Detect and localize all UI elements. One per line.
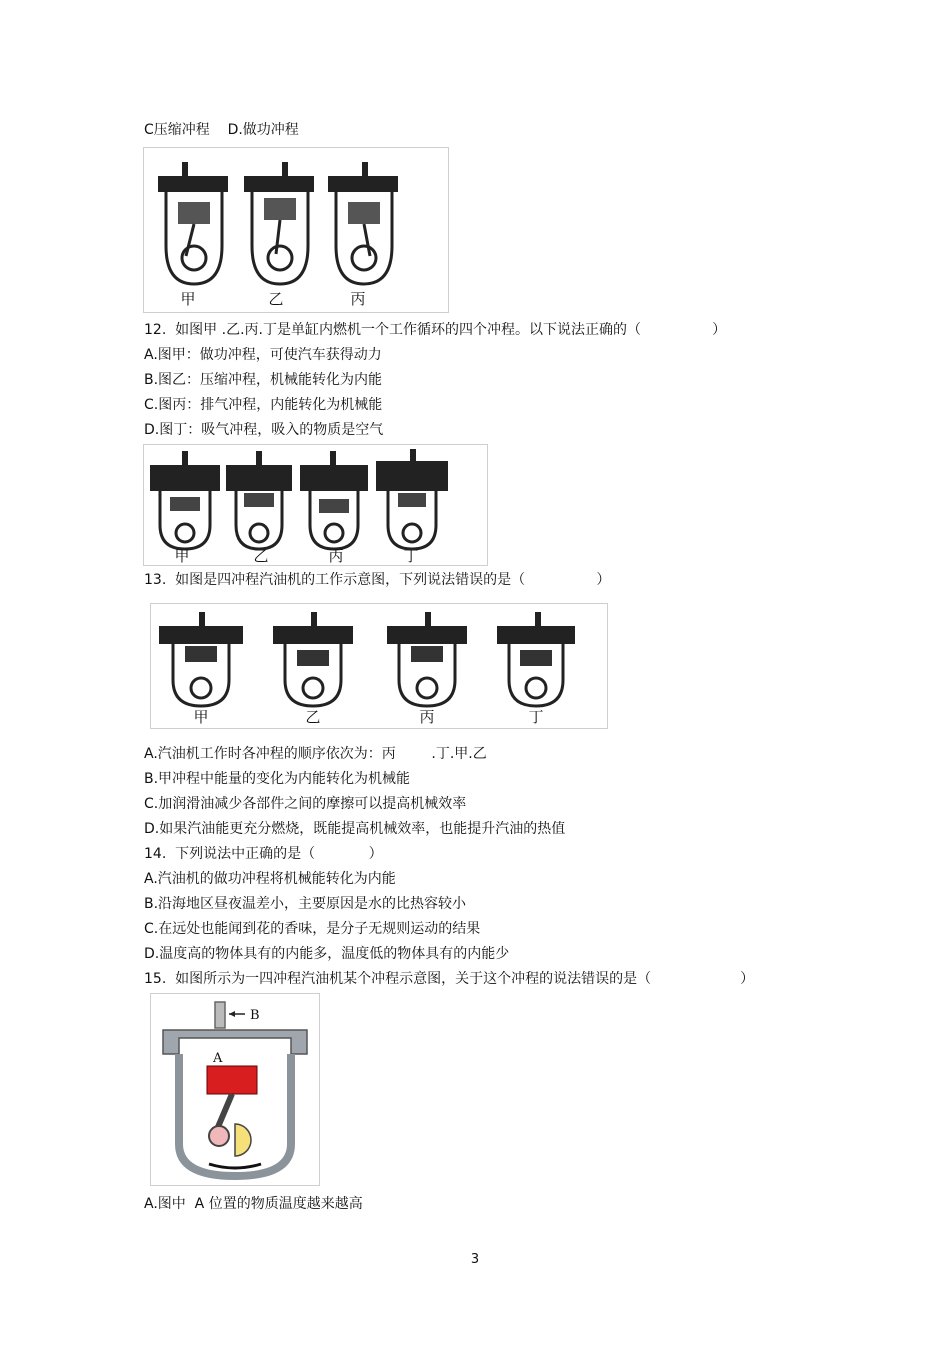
question-13-option-a: A.汽油机工作时各冲程的顺序依次为：丙 .丁.甲.乙 — [144, 746, 487, 762]
engine-diagram — [150, 451, 220, 549]
figure-engines-four-a — [143, 444, 488, 566]
figure-label: 乙 — [305, 708, 321, 726]
question-12-option-d: D.图丁：吸气冲程，吸入的物质是空气 — [144, 422, 384, 438]
figure-label: 丙 — [328, 547, 344, 565]
engine-diagram — [158, 162, 228, 284]
figure-label: 甲 — [174, 547, 190, 565]
figure-engines-three — [143, 147, 449, 313]
engine-diagram — [387, 612, 467, 706]
question-13: 13. 如图是四冲程汽油机的工作示意图，下列说法错误的是（ ） — [144, 572, 611, 588]
label-b: B — [250, 1008, 260, 1023]
question-15: 15. 如图所示为一四冲程汽油机某个冲程示意图，关于这个冲程的说法错误的是（ ） — [144, 971, 755, 987]
figure-label: 丙 — [419, 708, 435, 726]
figure-label: 丁 — [528, 708, 544, 726]
option-line-c-d: C压缩冲程 D.做功冲程 — [144, 122, 299, 138]
engine-diagram — [273, 612, 353, 706]
question-13-option-c: C.加润滑油减少各部件之间的摩擦可以提高机械效率 — [144, 796, 467, 812]
question-15-option-a: A.图中 A 位置的物质温度越来越高 — [144, 1196, 363, 1212]
question-12-option-b: B.图乙：压缩冲程，机械能转化为内能 — [144, 372, 383, 388]
question-14: 14. 下列说法中正确的是（ ） — [144, 846, 383, 862]
figure-label: 甲 — [180, 290, 196, 308]
engine-diagram — [497, 612, 575, 706]
question-14-option-c: C.在远处也能闻到花的香味，是分子无规则运动的结果 — [144, 921, 481, 937]
question-14-option-a: A.汽油机的做功冲程将机械能转化为内能 — [144, 871, 396, 887]
engine-diagram — [226, 451, 292, 549]
engine-diagram — [376, 449, 448, 549]
question-14-option-d: D.温度高的物体具有的内能多，温度低的物体具有的内能少 — [144, 946, 510, 962]
figure-label: 乙 — [268, 290, 284, 308]
question-13-option-b: B.甲冲程中能量的变化为内能转化为机械能 — [144, 771, 411, 787]
label-a: A — [213, 1051, 223, 1066]
figure-label: 丁 — [403, 547, 419, 565]
figure-label: 乙 — [253, 547, 269, 565]
engine-diagram — [328, 162, 398, 284]
piston — [207, 1066, 257, 1094]
engine-diagram — [300, 451, 368, 549]
question-12-option-a: A.图甲：做功冲程，可使汽车获得动力 — [144, 347, 382, 363]
figure-engines-four-b — [150, 603, 608, 729]
figure-label: 丙 — [350, 290, 366, 308]
question-12-option-c: C.图丙：排气冲程，内能转化为机械能 — [144, 397, 383, 413]
page-number: 3 — [470, 1252, 480, 1267]
figure-engine-single — [150, 993, 320, 1186]
question-14-option-b: B.沿海地区昼夜温差小，主要原因是水的比热容较小 — [144, 896, 467, 912]
question-13-option-d: D.如果汽油能更充分燃烧，既能提高机械效率，也能提升汽油的热值 — [144, 821, 566, 837]
engine-diagram — [244, 162, 314, 284]
question-12: 12. 如图甲 .乙.丙.丁是单缸内燃机一个工作循环的四个冲程。以下说法正确的（ ） — [144, 322, 727, 338]
engine-diagram — [159, 612, 243, 706]
figure-label: 甲 — [193, 708, 209, 726]
